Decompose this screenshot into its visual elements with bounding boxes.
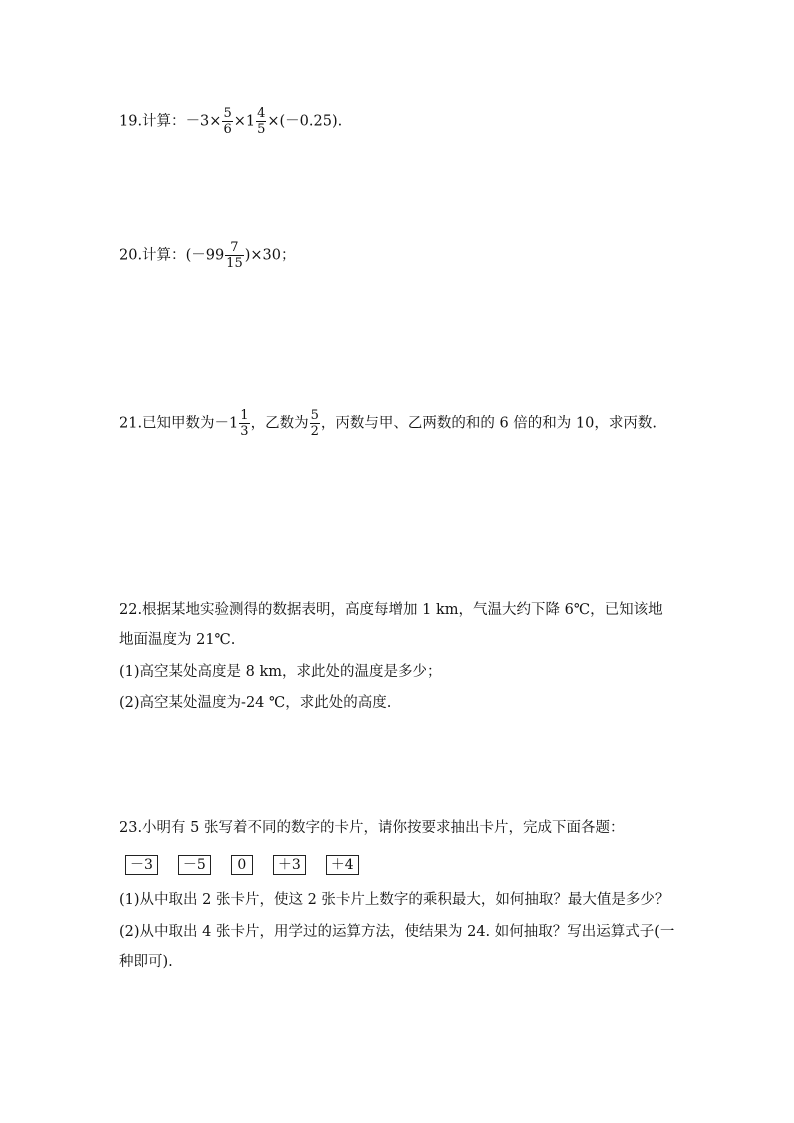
q21-term-1: ，乙数为 <box>250 415 309 432</box>
question-22-line-2: 地面温度为 21℃. <box>119 632 236 648</box>
card-minus-5: －5 <box>178 855 211 875</box>
q19-fraction-2 <box>256 106 266 137</box>
q21-label: 21.已知甲数为－1 <box>119 415 239 432</box>
q20-term-2: )×30； <box>244 247 296 264</box>
q21-fraction-2-numerator: 5 <box>310 408 319 423</box>
card-plus-3: ＋3 <box>273 855 306 875</box>
q21-term-2: ，丙数与甲、乙两数的和的 6 倍的和为 10，求丙数. <box>320 415 657 432</box>
question-19 <box>119 106 342 137</box>
question-20 <box>119 240 295 271</box>
q19-term-2: ×1 <box>233 113 256 130</box>
q21-fraction-1-denominator: 3 <box>240 424 249 439</box>
q19-term-1: －3× <box>185 113 222 130</box>
q20-fraction-numerator: 7 <box>225 240 244 256</box>
q20-fraction <box>225 240 244 271</box>
card-plus-4: ＋4 <box>326 855 359 875</box>
q21-fraction-2-denominator: 2 <box>310 424 319 439</box>
card-minus-3: －3 <box>125 855 158 875</box>
card-zero: 0 <box>231 855 253 875</box>
q19-fraction-2-numerator: 4 <box>257 106 266 121</box>
q20-term-1: (－99 <box>185 247 225 264</box>
question-22-part-2: (2)高空某处温度为-24 ℃，求此处的高度. <box>119 695 392 711</box>
q19-fraction-2-denominator: 5 <box>257 122 266 137</box>
q19-fraction-1-denominator: 6 <box>223 122 232 137</box>
q19-term-3: ×(－0.25). <box>267 113 343 130</box>
question-22-part-1: (1)高空某处高度是 8 km，求此处的温度是多少； <box>119 664 442 680</box>
q20-fraction-denominator: 15 <box>226 256 243 271</box>
q19-label: 19.计算： <box>119 113 186 130</box>
question-21 <box>119 408 657 439</box>
q19-fraction-1-numerator: 5 <box>223 106 232 121</box>
number-cards <box>125 855 359 875</box>
question-23-line-1: 23.小明有 5 张写着不同的数字的卡片，请你按要求抽出卡片，完成下面各题： <box>119 820 625 836</box>
question-23-part-1: (1)从中取出 2 张卡片，使这 2 张卡片上数字的乘积最大，如何抽取？最大值是多少？ <box>119 892 670 908</box>
q21-fraction-1-numerator: 1 <box>240 408 249 423</box>
q21-fraction-2 <box>310 408 320 439</box>
question-23-part-2-line-2: 种即可). <box>119 954 173 970</box>
q20-label: 20.计算： <box>119 247 186 264</box>
question-22-line-1: 22.根据某地实验测得的数据表明，高度每增加 1 km，气温大约下降 6℃，已知该地 <box>119 602 663 618</box>
question-23-part-2-line-1: (2)从中取出 4 张卡片，用学过的运算方法，使结果为 24. 如何抽取？写出运算式子(一 <box>119 924 675 940</box>
q19-fraction-1 <box>222 106 232 137</box>
q21-fraction-1 <box>239 408 249 439</box>
